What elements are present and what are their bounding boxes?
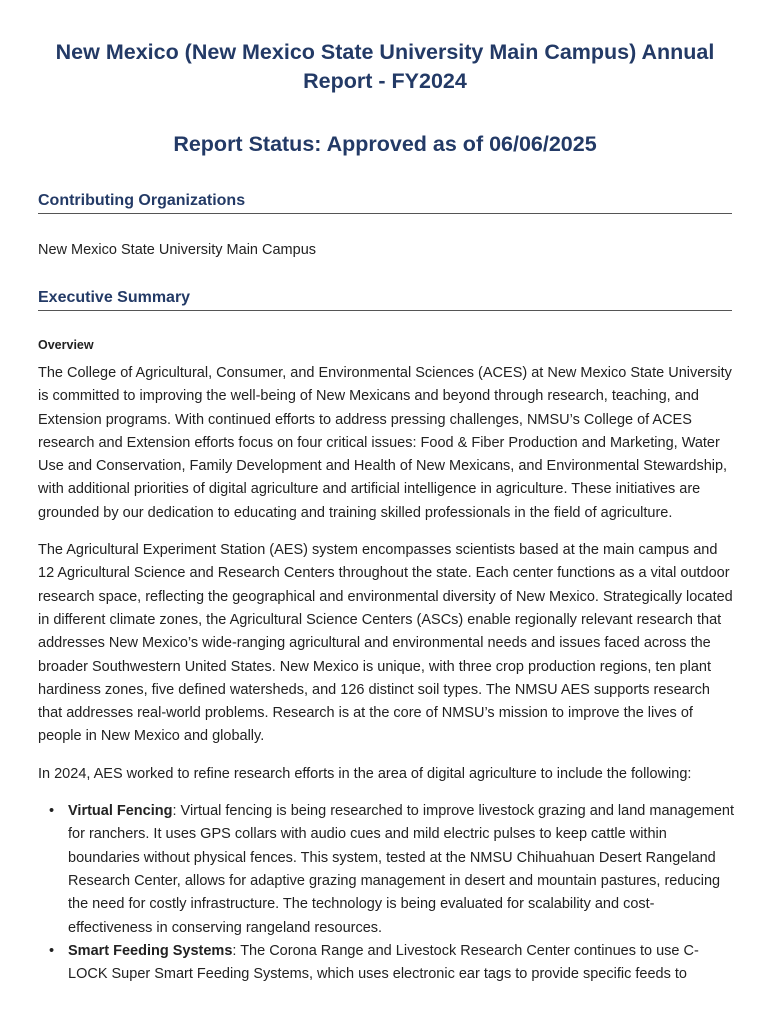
report-status: Report Status: Approved as of 06/06/2025 bbox=[173, 132, 597, 156]
contributing-organizations-heading: Contributing Organizations bbox=[38, 191, 732, 214]
contributing-organization-name: New Mexico State University Main Campus bbox=[38, 242, 317, 258]
executive-summary-heading: Executive Summary bbox=[38, 288, 732, 311]
bullet-icon: • bbox=[49, 803, 55, 820]
list-item bbox=[49, 800, 735, 940]
summary-paragraph-1: The College of Agricultural, Consumer, and Environmental Sciences (ACES) at New Mexico State University is committed to improving the well-being of New Mexicans and beyond through research, teaching, and Extension programs. With continued efforts to address pressing challenges, NMSU’s College of ACES research and Extension efforts focus on four critical issues: Food & Fiber Production and Marketing, Water Use and Conservation, Family Development and Health of New Mexicans, and Environmental Stewardship, with additional priorities of digital agriculture and artificial intelligence in agriculture. These initiatives are grounded by our dedication to educating and training skilled professionals in the field of agriculture. bbox=[38, 365, 732, 521]
bullet-icon: • bbox=[49, 942, 55, 959]
bullet-term: Virtual Fencing bbox=[68, 803, 173, 820]
overview-subheading: Overview bbox=[38, 338, 94, 352]
bullet-text: : The Corona Range and Livestock Research Center continues to use C-LOCK Super Smart Feeding Systems, which uses electronic ear tags to provide specific feeds to bbox=[68, 942, 699, 983]
bullet-text: : Virtual fencing is being researched to improve livestock grazing and land management for ranchers. It uses GPS collars with audio cues and mild electric pulses to keep cattle within boundaries without physical fences. This system, tested at the NMSU Chihuahuan Desert Rangeland Research Center, allows for adaptive grazing management in desert and mountain pastures, reducing the need for costly infrastructure. The technology is being evaluated for scalability and cost-effectiveness in conserving rangeland resources. bbox=[68, 803, 735, 936]
report-title: New Mexico (New Mexico State University Main Campus) Annual Report - FY2024 bbox=[55, 40, 715, 93]
executive-summary-body bbox=[38, 362, 734, 986]
digital-agriculture-list bbox=[38, 800, 734, 986]
bullet-term: Smart Feeding Systems bbox=[68, 942, 233, 959]
summary-paragraph-2: The Agricultural Experiment Station (AES) system encompasses scientists based at the main campus and 12 Agricultural Science and Research Centers throughout the state. Each center functions as a vital outdoor research space, reflecting the geographical and environmental diversity of New Mexico. Strategically located in different climate zones, the Agricultural Science Centers (ASCs) enable regionally relevant research that addresses New Mexico’s wide-ranging agricultural and environmental needs and issues faced across the broader Southwestern United States. New Mexico is unique, with three crop production regions, ten plant hardiness zones, five defined watersheds, and 126 distinct soil types. The NMSU AES supports research that addresses real-world problems. Research is at the core of NMSU’s mission to improve the lives of people in New Mexico and globally. bbox=[38, 542, 733, 745]
summary-paragraph-3: In 2024, AES worked to refine research efforts in the area of digital agriculture to include the following: bbox=[38, 765, 692, 782]
list-item bbox=[49, 940, 734, 987]
